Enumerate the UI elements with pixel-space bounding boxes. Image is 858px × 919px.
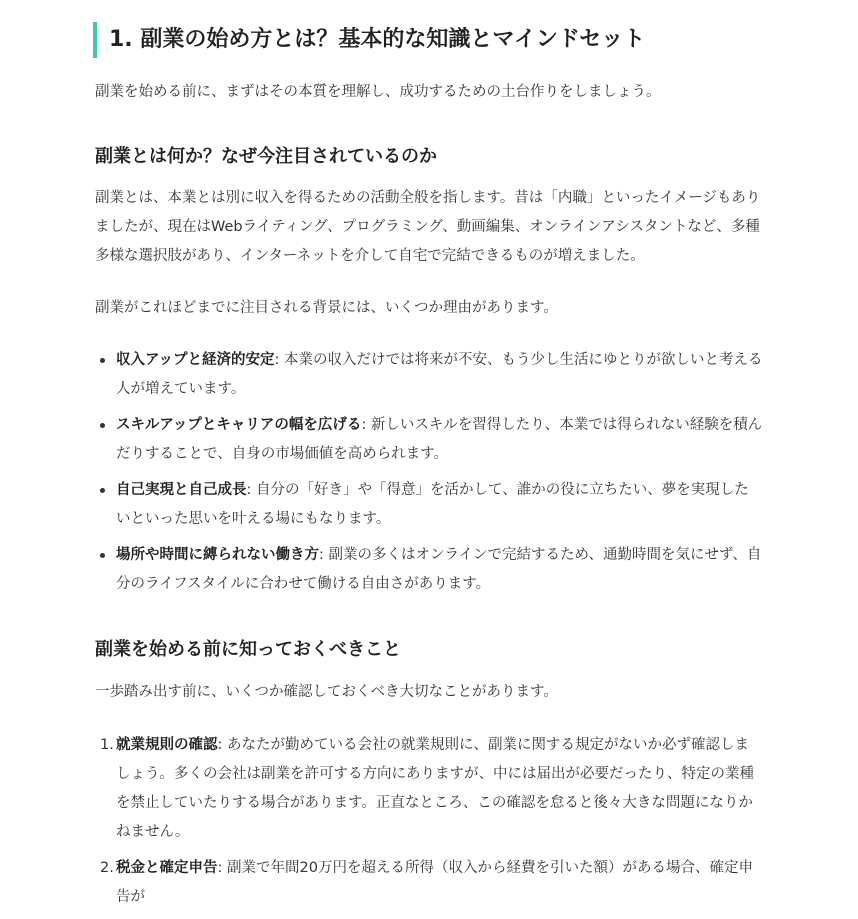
list-item-text: : 新しいスキルを習得したり、本業では得られない経験を積んだりすることで、自身の市場価値を高められます。 (116, 417, 763, 462)
list-item-term: 自己実現と自己成長 (116, 482, 247, 498)
list-item-term: 就業規則の確認 (116, 737, 218, 753)
list-item-text: : 副業の多くはオンラインで完結するため、通勤時間を気にせず、自分のライフスタイルに合わせて働ける自由さがあります。 (116, 547, 762, 592)
paragraph: 副業とは、本業とは別に収入を得るための活動全般を指します。昔は「内職」といったイメージもありましたが、現在はWebライティング、プログラミング、動画編集、オンラインアシスタントなど、多種多様な選択肢があり、インターネットを介して自宅で完結できるものが増えました。 (95, 190, 761, 264)
list-item-text: : 本業の収入だけでは将来が不安、もう少し生活にゆとりが欲しいと考える人が増えています。 (116, 352, 763, 397)
paragraph: 一歩踏み出す前に、いくつか確認しておくべき大切なことがあります。 (95, 684, 558, 700)
list-item (95, 411, 763, 469)
list-item-text: : 副業で年間20万円を超える所得（収入から経費を引いた額）がある場合、確定申告が (116, 860, 753, 905)
list-item-term: スキルアップとキャリアの幅を広げる (116, 417, 362, 433)
list-item-text: : あなたが勤めている会社の就業規則に、副業に関する規定がないか必ず確認しましょう。多くの会社は副業を許可する方向にありますが、中には届出が必要だったり、特定の業種を禁止していたりする場合があります。正直なところ、この確認を怠ると後々大きな問題になりかねません。 (116, 737, 754, 840)
list-item-term: 収入アップと経済的安定 (116, 352, 275, 368)
list-number: 2. (100, 860, 114, 876)
list-item-text: : 自分の「好き」や「得意」を活かして、誰かの役に立ちたい、夢を実現したいといった思いを叶える場にもなります。 (116, 482, 749, 527)
paragraph: 副業がこれほどまでに注目される背景には、いくつか理由があります。 (95, 300, 558, 316)
list-item (95, 854, 763, 912)
list-item (95, 731, 763, 847)
list-item-term: 場所や時間に縛られない働き方 (116, 547, 319, 563)
checklist (95, 731, 763, 919)
list-item (95, 346, 763, 404)
list-number: 1. (100, 737, 114, 753)
subheading-what-is-side-job: 副業とは何か？なぜ今注目されているのか (95, 146, 437, 167)
list-item (95, 541, 763, 599)
list-item (95, 476, 763, 534)
list-item-term: 税金と確定申告 (116, 860, 218, 876)
reasons-list (95, 346, 763, 606)
subheading-things-to-know: 副業を始める前に知っておくべきこと (95, 639, 401, 660)
section-title: 1. 副業の始め方とは？基本的な知識とマインドセット (93, 22, 645, 58)
intro-paragraph: 副業を始める前に、まずはその本質を理解し、成功するための土台作りをしましょう。 (95, 84, 661, 100)
